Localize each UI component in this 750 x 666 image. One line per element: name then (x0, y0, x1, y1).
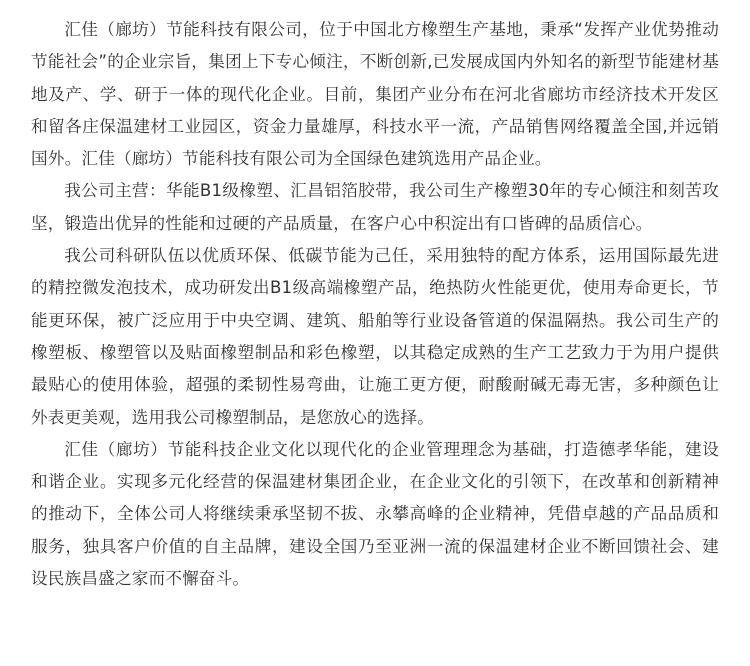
paragraph-corporate-culture: 汇佳（廊坊）节能科技企业文化以现代化的企业管理理念为基础，打造德孝华能，建设和谐企业。实现多元化经营的保温建材集团企业，在企业文化的引领下，在改革和创新精神的推动下，全体公司人将继续秉承坚韧不拔、永攀高峰的企业精神，凭借卓越的产品品质和服务，独具客户价值的自主品牌，建设全国乃至亚洲一流的保温建材企业不断回馈社会、建设民族昌盛之家而不懈奋斗。 (31, 439, 719, 589)
paragraph-main-business: 我公司主营：华能B1级橡塑、汇昌铝箔胶带，我公司生产橡塑30年的专心倾注和刻苦攻坚，锻造出优异的性能和过硬的产品质量，在客户心中积淀出有口皆碑的品质信心。 (31, 181, 719, 233)
article-body (31, 14, 719, 595)
paragraph-company-intro: 汇佳（廊坊）节能科技有限公司，位于中国北方橡塑生产基地，秉承“发挥产业优势推动节能社会”的企业宗旨，集团上下专心倾注，不断创新,已发展成国内外知名的新型节能建材基地及产、学、研于一体的现代化企业。目前，集团产业分布在河北省廊坊市经济技术开发区和留各庄保温建材工业园区，资金力量雄厚，科技水平一流，产品销售网络覆盖全国,并远销国外。汇佳（廊坊）节能科技有限公司为全国绿色建筑选用产品企业。 (31, 20, 719, 169)
paragraph-research-products: 我公司科研队伍以优质环保、低碳节能为己任，采用独特的配方体系，运用国际最先进的精控微发泡技术，成功研发出B1级高端橡塑产品，绝热防火性能更优，使用寿命更长，节能更环保，被广泛应用于中央空调、建筑、船舶等行业设备管道的保温隔热。我公司生产的橡塑板、橡塑管以及贴面橡塑制品和彩色橡塑，以其稳定成熟的生产工艺致力于为用户提供最贴心的使用体验，超强的柔韧性易弯曲，让施工更方便，耐酸耐碱无毒无害，多种颜色让外表更美观，选用我公司橡塑制品，是您放心的选择。 (31, 246, 719, 427)
